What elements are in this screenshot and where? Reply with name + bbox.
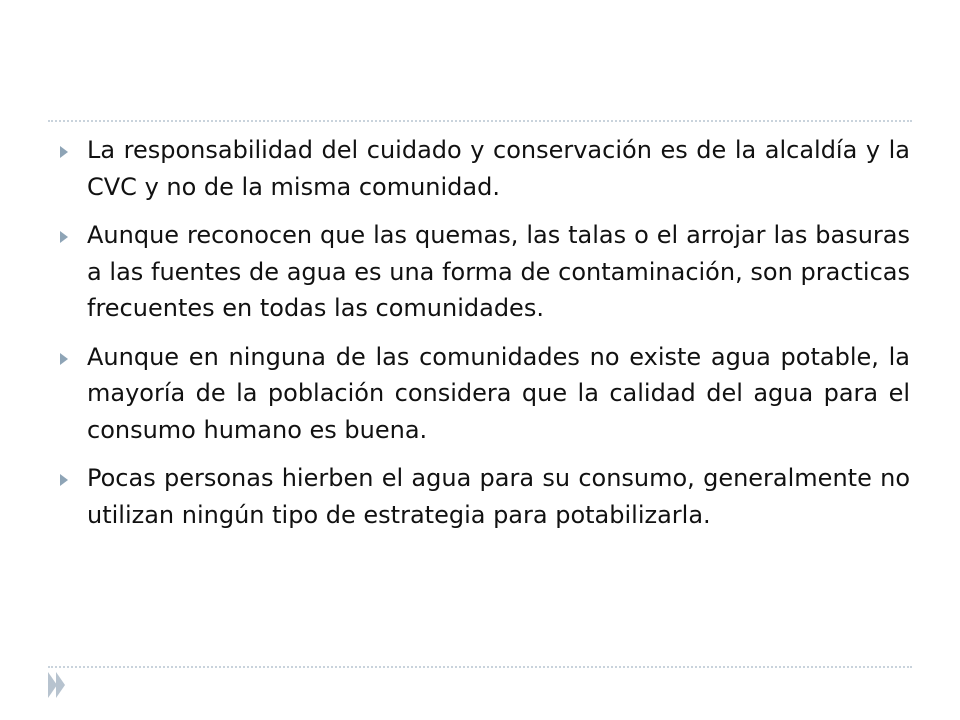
bullet-item [56, 217, 910, 327]
bullet-text: Aunque en ninguna de las comunidades no existe agua potable, la mayoría de la población considera que la calidad del agua para el consumo humano es buena. [87, 342, 910, 444]
bullet-item [56, 460, 910, 533]
bullet-text: La responsabilidad del cuidado y conservación es de la alcaldía y la CVC y no de la misma comunidad. [87, 136, 910, 201]
bullet-text: Pocas personas hierben el agua para su consumo, generalmente no utilizan ningún tipo de estrategia para potabilizarla. [87, 464, 910, 529]
top-divider [48, 120, 912, 122]
bullet-item [56, 132, 910, 205]
double-chevron-right-icon [48, 672, 66, 698]
triangle-bullet-icon [60, 146, 68, 158]
bullet-list [56, 132, 910, 545]
triangle-bullet-icon [60, 353, 68, 365]
bullet-item [56, 339, 910, 449]
bottom-divider [48, 666, 912, 668]
triangle-bullet-icon [60, 231, 68, 243]
bullet-text: Aunque reconocen que las quemas, las talas o el arrojar las basuras a las fuentes de agua es una forma de contaminación, son practicas frecuentes en todas las comunidades. [87, 221, 910, 322]
triangle-bullet-icon [60, 474, 68, 486]
